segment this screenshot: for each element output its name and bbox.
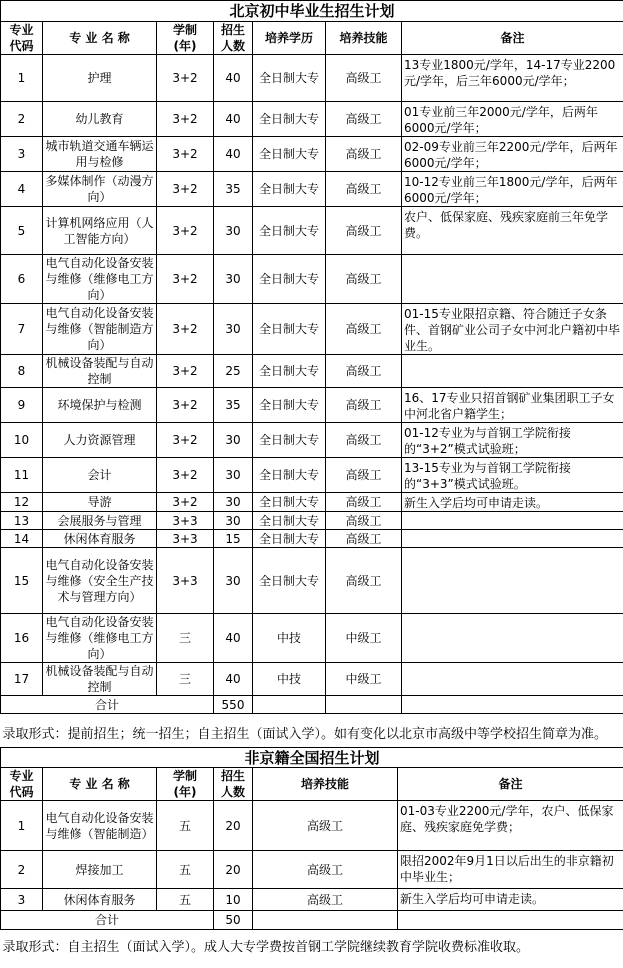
cell-count: 40 <box>214 55 253 102</box>
cell-edu: 全日制大专 <box>253 207 326 255</box>
total-value: 550 <box>214 696 253 714</box>
cell-name: 人力资源管理 <box>43 423 157 458</box>
cell-years: 五 <box>157 801 214 851</box>
cell-name: 导游 <box>43 493 157 512</box>
cell-code: 11 <box>1 458 43 493</box>
cell-edu: 全日制大专 <box>253 137 326 172</box>
cell-skill: 中级工 <box>326 614 402 663</box>
note-cell: 10-12专业前三年1800元/学年，后两年6000元/学年； <box>402 172 623 207</box>
cell-skill: 高级工 <box>326 137 402 172</box>
cell-skill: 高级工 <box>326 355 402 388</box>
cell-skill: 高级工 <box>326 55 402 102</box>
cell-count: 30 <box>214 255 253 304</box>
table-row <box>1 458 623 493</box>
table-row <box>1 889 623 911</box>
cell-name: 计算机网络应用（人工智能方向） <box>43 207 157 255</box>
cell-code: 15 <box>1 548 43 614</box>
cell-years: 三 <box>157 663 214 696</box>
cell-name: 焊接加工 <box>43 851 157 889</box>
cell-name: 电气自动化设备安装与维修（维修电工方向） <box>43 255 157 304</box>
note-cell-empty <box>402 663 623 696</box>
empty-cell <box>253 911 398 930</box>
cell-count: 30 <box>214 548 253 614</box>
cell-name: 休闲体育服务 <box>43 530 157 548</box>
note-cell: 02-09专业前三年2200元/学年，后两年6000元/学年； <box>402 137 623 172</box>
table-row <box>1 614 623 663</box>
total-value: 50 <box>214 911 253 930</box>
note-cell: 农户、低保家庭、残疾家庭前三年免学费。 <box>402 207 623 255</box>
cell-edu: 全日制大专 <box>253 255 326 304</box>
note-cell: 13-15专业为与首钢工学院衔接的“3+3”模式试验班。 <box>402 458 623 493</box>
cell-skill: 高级工 <box>326 512 402 530</box>
cell-code: 5 <box>1 207 43 255</box>
cell-skill: 高级工 <box>253 889 398 911</box>
cell-edu: 全日制大专 <box>253 102 326 137</box>
table-row <box>1 423 623 458</box>
cell-code: 6 <box>1 255 43 304</box>
cell-count: 30 <box>214 512 253 530</box>
cell-count: 40 <box>214 663 253 696</box>
cell-edu: 全日制大专 <box>253 530 326 548</box>
cell-skill: 高级工 <box>326 172 402 207</box>
admission-note: 录取形式：提前招生；统一招生；自主招生（面试入学）。如有变化以北京市高级中等学校招生简章为准。 <box>2 727 608 743</box>
cell-code: 2 <box>1 851 43 889</box>
cell-code: 12 <box>1 493 43 512</box>
note-cell-empty <box>402 255 623 304</box>
cell-code: 2 <box>1 102 43 137</box>
cell-years: 3+2 <box>157 493 214 512</box>
cell-years: 3+2 <box>157 355 214 388</box>
cell-name: 幼儿教育 <box>43 102 157 137</box>
table-title: 非京籍全国招生计划 <box>1 748 623 768</box>
header-count: 招生 人数 <box>214 768 253 801</box>
cell-edu: 全日制大专 <box>253 172 326 207</box>
empty-cell <box>402 696 623 714</box>
cell-count: 30 <box>214 304 253 355</box>
cell-count: 35 <box>214 388 253 423</box>
cell-name: 会计 <box>43 458 157 493</box>
cell-edu: 全日制大专 <box>253 548 326 614</box>
cell-count: 30 <box>214 458 253 493</box>
table-row <box>1 388 623 423</box>
header-skill: 培养技能 <box>253 768 398 801</box>
total-row <box>1 911 623 930</box>
table-row <box>1 172 623 207</box>
cell-edu: 全日制大专 <box>253 304 326 355</box>
cell-count: 30 <box>214 423 253 458</box>
header-name: 专 业 名 称 <box>43 22 157 55</box>
cell-count: 40 <box>214 102 253 137</box>
total-label: 合计 <box>1 696 214 714</box>
cell-skill: 高级工 <box>326 458 402 493</box>
cell-edu: 全日制大专 <box>253 512 326 530</box>
cell-code: 16 <box>1 614 43 663</box>
cell-skill: 高级工 <box>326 493 402 512</box>
cell-count: 25 <box>214 355 253 388</box>
total-label: 合计 <box>1 911 214 930</box>
cell-count: 20 <box>214 801 253 851</box>
cell-name: 环境保护与检测 <box>43 388 157 423</box>
empty-cell <box>253 696 326 714</box>
note-cell: 13专业1800元/学年，14-17专业2200元/学年，后三年6000元/学年； <box>402 55 623 102</box>
cell-skill: 高级工 <box>326 102 402 137</box>
table-row <box>1 530 623 548</box>
header-note: 备注 <box>398 768 623 801</box>
cell-years: 3+2 <box>157 207 214 255</box>
cell-years: 3+2 <box>157 458 214 493</box>
note-cell-empty <box>402 530 623 548</box>
cell-name: 电气自动化设备安装与维修（维修电工方向） <box>43 614 157 663</box>
table-row <box>1 55 623 102</box>
cell-years: 3+2 <box>157 172 214 207</box>
note-cell: 新生入学后均可申请走读。 <box>398 889 623 911</box>
header-code: 专业 代码 <box>1 22 43 55</box>
cell-skill: 高级工 <box>326 388 402 423</box>
cell-skill: 高级工 <box>253 801 398 851</box>
table-row <box>1 207 623 255</box>
cell-years: 3+2 <box>157 55 214 102</box>
cell-code: 7 <box>1 304 43 355</box>
cell-code: 14 <box>1 530 43 548</box>
cell-name: 城市轨道交通车辆运用与检修 <box>43 137 157 172</box>
cell-years: 三 <box>157 614 214 663</box>
table-title: 北京初中毕业生招生计划 <box>1 1 623 22</box>
cell-count: 40 <box>214 614 253 663</box>
cell-code: 8 <box>1 355 43 388</box>
table-row <box>1 801 623 851</box>
note-cell: 01-12专业为与首钢工学院衔接的“3+2”模式试验班； <box>402 423 623 458</box>
header-edu: 培养学历 <box>253 22 326 55</box>
table-row <box>1 255 623 304</box>
header-code: 专业 代码 <box>1 768 43 801</box>
header-years: 学制 (年) <box>157 22 214 55</box>
cell-name: 会展服务与管理 <box>43 512 157 530</box>
cell-name: 机械设备装配与自动控制 <box>43 355 157 388</box>
table-row <box>1 548 623 614</box>
cell-skill: 高级工 <box>326 530 402 548</box>
cell-years: 3+2 <box>157 423 214 458</box>
cell-years: 五 <box>157 851 214 889</box>
cell-edu: 全日制大专 <box>253 388 326 423</box>
cell-edu: 全日制大专 <box>253 458 326 493</box>
cell-skill: 中级工 <box>326 663 402 696</box>
cell-name: 休闲体育服务 <box>43 889 157 911</box>
empty-cell <box>398 911 623 930</box>
cell-skill: 高级工 <box>326 207 402 255</box>
note-cell: 新生入学后均可申请走读。 <box>402 493 623 512</box>
cell-count: 15 <box>214 530 253 548</box>
table-row <box>1 663 623 696</box>
cell-code: 13 <box>1 512 43 530</box>
table-row <box>1 851 623 889</box>
note-cell: 16、17专业只招首钢矿业集团职工子女中河北省户籍学生； <box>402 388 623 423</box>
header-note: 备注 <box>402 22 623 55</box>
table-row <box>1 355 623 388</box>
table-row <box>1 137 623 172</box>
cell-skill: 高级工 <box>326 423 402 458</box>
total-row <box>1 696 623 714</box>
cell-code: 4 <box>1 172 43 207</box>
cell-years: 3+2 <box>157 255 214 304</box>
note-cell-empty <box>402 614 623 663</box>
table-row <box>1 102 623 137</box>
cell-edu: 全日制大专 <box>253 423 326 458</box>
cell-edu: 中技 <box>253 663 326 696</box>
cell-years: 五 <box>157 889 214 911</box>
cell-count: 40 <box>214 137 253 172</box>
cell-edu: 全日制大专 <box>253 355 326 388</box>
cell-years: 3+2 <box>157 137 214 172</box>
cell-name: 电气自动化设备安装与维修（安全生产技术与管理方向） <box>43 548 157 614</box>
cell-name: 多媒体制作（动漫方向） <box>43 172 157 207</box>
cell-code: 3 <box>1 889 43 911</box>
cell-skill: 高级工 <box>326 255 402 304</box>
note-cell: 限招2002年9月1日以后出生的非京籍初中毕业生； <box>398 851 623 889</box>
cell-code: 10 <box>1 423 43 458</box>
cell-edu: 中技 <box>253 614 326 663</box>
cell-code: 9 <box>1 388 43 423</box>
cell-skill: 高级工 <box>326 548 402 614</box>
header-years: 学制 (年) <box>157 768 214 801</box>
note-cell: 01-03专业2200元/学年，农户、低保家庭、残疾家庭免学费； <box>398 801 623 851</box>
cell-years: 3+3 <box>157 512 214 530</box>
cell-skill: 高级工 <box>253 851 398 889</box>
note-cell-empty <box>402 355 623 388</box>
cell-code: 1 <box>1 55 43 102</box>
table-row <box>1 512 623 530</box>
table-national <box>0 747 623 966</box>
cell-code: 17 <box>1 663 43 696</box>
cell-skill: 高级工 <box>326 304 402 355</box>
note-cell-empty <box>402 548 623 614</box>
cell-count: 35 <box>214 172 253 207</box>
header-count: 招生 人数 <box>214 22 253 55</box>
header-name: 专 业 名 称 <box>43 768 157 801</box>
cell-name: 电气自动化设备安装与维修（智能制造） <box>43 801 157 851</box>
empty-cell <box>326 696 402 714</box>
admission-note: 录取形式：自主招生（面试入学）。成人大专学费按首钢工学院继续教育学院收费标准收取。 <box>2 940 530 956</box>
cell-years: 3+2 <box>157 102 214 137</box>
cell-code: 1 <box>1 801 43 851</box>
cell-years: 3+2 <box>157 304 214 355</box>
header-skill: 培养技能 <box>326 22 402 55</box>
note-cell: 01-15专业限招京籍、符合随迁子女条件、首钢矿业公司子女中河北户籍初中毕业生。 <box>402 304 623 355</box>
cell-code: 3 <box>1 137 43 172</box>
cell-years: 3+3 <box>157 530 214 548</box>
cell-name: 电气自动化设备安装与维修（智能制造方向） <box>43 304 157 355</box>
cell-count: 30 <box>214 493 253 512</box>
cell-count: 10 <box>214 889 253 911</box>
table-row <box>1 304 623 355</box>
cell-years: 3+2 <box>157 388 214 423</box>
cell-name: 护理 <box>43 55 157 102</box>
table-row <box>1 493 623 512</box>
cell-edu: 全日制大专 <box>253 55 326 102</box>
cell-years: 3+3 <box>157 548 214 614</box>
cell-name: 机械设备装配与自动控制 <box>43 663 157 696</box>
cell-count: 30 <box>214 207 253 255</box>
cell-count: 20 <box>214 851 253 889</box>
note-cell: 01专业前三年2000元/学年，后两年6000元/学年； <box>402 102 623 137</box>
cell-edu: 全日制大专 <box>253 493 326 512</box>
note-cell-empty <box>402 512 623 530</box>
